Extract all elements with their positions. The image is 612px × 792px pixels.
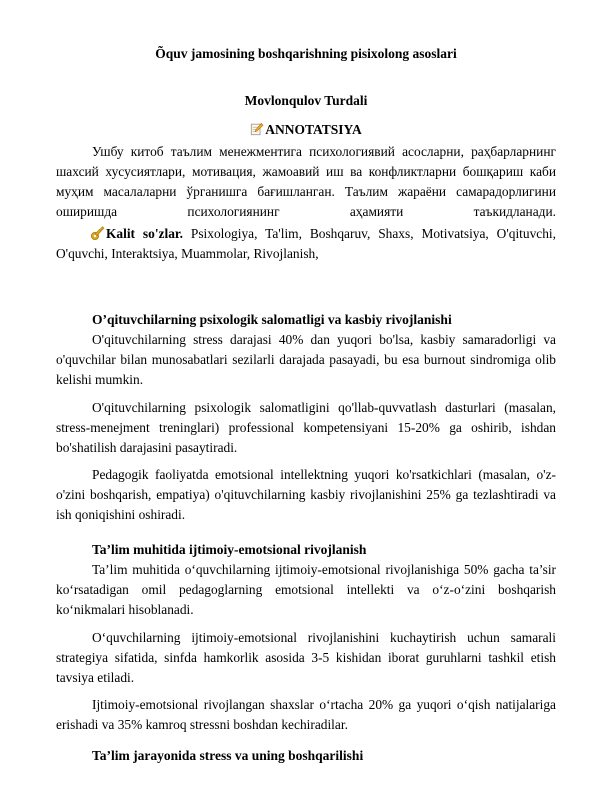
memo-pencil-icon — [250, 122, 264, 136]
author-name: Movlonqulov Turdali — [244, 93, 368, 108]
annotation-heading-row — [0, 122, 612, 138]
section-heading-3: Ta’lim jarayonida stress va uning boshqarilishi — [92, 748, 364, 763]
keywords-label: Kalit so'zlar. — [106, 226, 183, 241]
section-heading-1: O’qituvchilarning psixologik salomatligi va kasbiy rivojlanishi — [92, 312, 452, 327]
keywords-text: Psixologiya, Ta'lim, Boshqaruv, Shaxs, Motivatsiya, O'qituvchi, O'quvchi, Interaktsiya, Muammolar, Rivojlanish, — [56, 226, 556, 261]
section-2-paragraph-1: Ta’lim muhitida o‘quvchilarning ijtimoiy-emotsional rivojlanishiga 50% gacha ta’sir ko‘rsatadigan omil pedagoglarning emotsional intellekti va o‘z-o‘zini boshqarish ko‘nikmalari hisoblanadi. — [56, 562, 556, 617]
key-icon — [90, 225, 106, 241]
section-2-paragraph-2: O‘quvchilarning ijtimoiy-emotsional rivojlanishini kuchaytirish uchun samarali strategiya sifatida, sinfda hamkorlik asosida 3-5 kishidan iborat guruhlarni tashkil etish tavsiya etiladi. — [56, 630, 556, 685]
annotation-heading: ANNOTATSIYA — [265, 122, 362, 137]
keywords-paragraph — [56, 224, 556, 264]
section-2-paragraph-3: Ijtimoiy-emotsional rivojlangan shaxslar o‘rtacha 20% ga yuqori o‘qish natijalariga erishadi va 35% kamroq stressni boshdan kechiradilar. — [56, 697, 556, 732]
annotation-paragraph — [56, 142, 556, 222]
section-1-paragraph-3: Pedagogik faoliyatda emotsional intellektning yuqori ko'rsatkichlari (masalan, o'z-o'zini boshqarish, empatiya) o'qituvchilarning kasbiy rivojlanishini 25% ga tezlashtiradi va ish qoniqishini oshiradi. — [56, 467, 556, 522]
document-title: Õquv jamosining boshqarishning pisixolong asoslari — [155, 46, 457, 61]
section-1-paragraph-2: O'qituvchilarning psixologik salomatligini qo'llab-quvvatlash dasturlari (masalan, stress-menejment treninglari) professional kompetensiyani 15-20% ga oshirib, ishdan bo'shatilish darajasini pasaytiradi. — [56, 400, 556, 455]
section-1-paragraph-1: O'qituvchilarning stress darajasi 40% dan yuqori bo'lsa, kasbiy samaradorligi va o'quvchilar bilan munosabatlari sezilarli darajada pasayadi, bu esa burnout sindromiga olib kelishi mumkin. — [56, 332, 556, 387]
section-heading-2: Ta’lim muhitida ijtimoiy-emotsional rivojlanish — [92, 542, 367, 557]
annotation-text: Ушбу китоб таълим менежментига психологиявий асосларни, раҳбарларнинг шахсий хусусиятлари, мотивация, жамоавий иш ва конфликтларни бошқариш каби муҳим масалаларни ўрганишга бағишланган. Таълим жараёни самарадорлигини оширишда психологиянинг аҳамияти таъкидланади. — [56, 144, 556, 219]
